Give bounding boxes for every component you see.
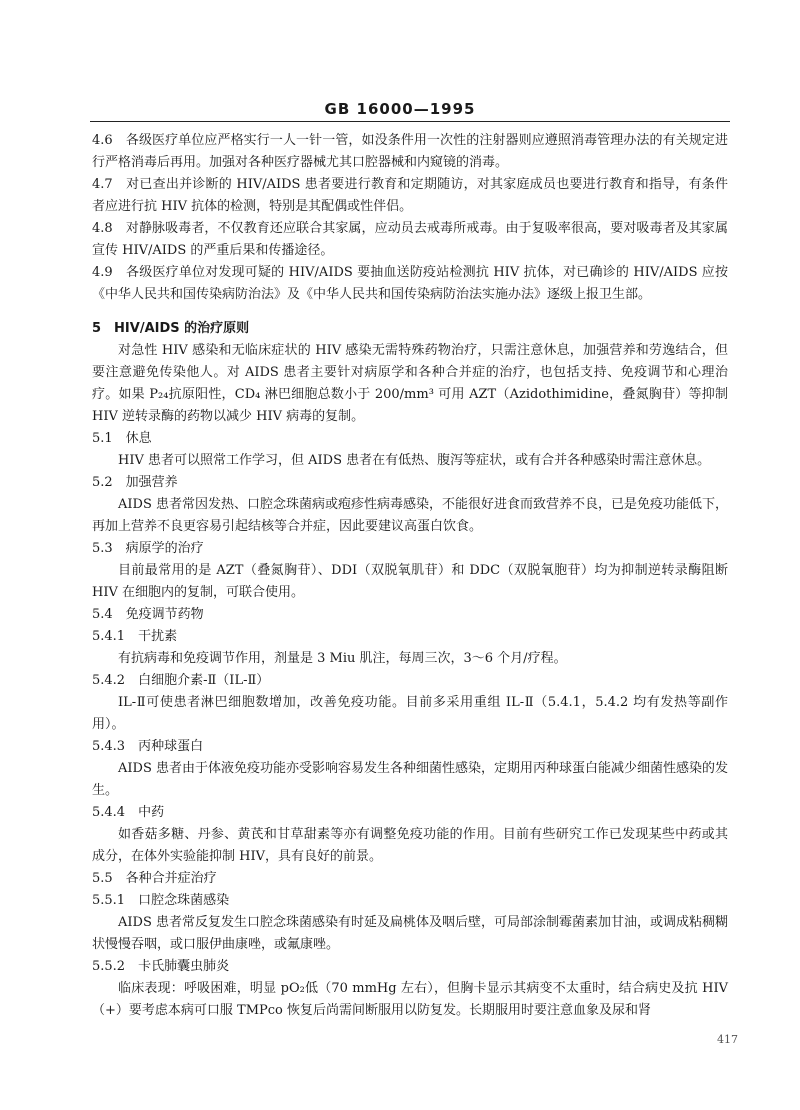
para-5-1: HIV 患者可以照常工作学习，但 AIDS 患者在有低热、腹泻等症状，或有合并各种感染时需注意休息。 bbox=[118, 453, 711, 468]
para-5-5-2: 临床表现：呼吸困难，明显 pO₂低（70 mmHg 左右），但胸卡显示其病变不太重时，结合病史及抗 HIV（+）要考虑本病可口服 TMPco 恢复后尚需间断服用以防复发。长期服用时要注意血象及尿和肾 bbox=[92, 981, 728, 1018]
clause-4-6: 4.6 各级医疗单位应严格实行一人一针一管，如没条件用一次性的注射器则应遵照消毒管理办法的有关规定进行严格消毒后再用。加强对各种医疗器械尤其口腔器械和内窥镜的消毒。 bbox=[92, 133, 728, 170]
heading-5-1: 5.1 休息 bbox=[92, 431, 152, 446]
clause-4-8: 4.8 对静脉吸毒者，不仅教育还应联合其家属，应动员去戒毒所戒毒。由于复吸率很高，要对吸毒者及其家属宣传 HIV/AIDS 的严重后果和传播途径。 bbox=[92, 221, 728, 258]
heading-5-2: 5.2 加强营养 bbox=[92, 475, 178, 490]
heading-5-4-1: 5.4.1 干扰素 bbox=[92, 629, 178, 644]
heading-5-4-2: 5.4.2 白细胞介素-Ⅱ（IL-Ⅱ） bbox=[92, 673, 270, 688]
para-5-4-3: AIDS 患者由于体液免疫功能亦受影响容易发生各种细菌性感染，定期用丙种球蛋白能减少细菌性感染的发生。 bbox=[92, 761, 728, 798]
para-5-4-4: 如香菇多糖、丹参、黄芪和甘草甜素等亦有调整免疫功能的作用。目前有些研究工作已发现某些中药或其成分，在体外实验能抑制 HIV，具有良好的前景。 bbox=[92, 827, 728, 864]
para-5-2: AIDS 患者常因发热、口腔念珠菌病或疱疹性病毒感染，不能很好进食而致营养不良，已是免疫功能低下，再加上营养不良更容易引起结核等合并症，因此要建议高蛋白饮食。 bbox=[92, 497, 728, 534]
heading-5-5: 5.5 各种合并症治疗 bbox=[92, 871, 217, 886]
section-5-intro: 对急性 HIV 感染和无临床症状的 HIV 感染无需特殊药物治疗，只需注意休息，加强营养和劳逸结合，但要注意避免传染他人。对 AIDS 患者主要针对病原学和各种合并症的治疗，也包括支持、免疫调节和心理治疗。如果 P₂₄抗原阳性，CD₄ 淋巴细胞总数小于 200/mm³ 可用 AZT（Azidothimidine，叠氮胸苷）等抑制 HIV 逆转录酶的药物以减少 HIV 病毒的复制。 bbox=[92, 343, 728, 424]
document-body bbox=[92, 130, 728, 1022]
page-number: 417 bbox=[717, 1033, 738, 1046]
heading-5-5-1: 5.5.1 口腔念珠菌感染 bbox=[92, 893, 230, 908]
heading-5-4-3: 5.4.3 丙种球蛋白 bbox=[92, 739, 204, 754]
heading-5-5-2: 5.5.2 卡氏肺囊虫肺炎 bbox=[92, 959, 230, 974]
para-5-3: 目前最常用的是 AZT（叠氮胸苷）、DDI（双脱氧肌苷）和 DDC（双脱氧胞苷）均为抑制逆转录酶阻断 HIV 在细胞内的复制，可联合使用。 bbox=[92, 563, 728, 600]
para-5-4-1: 有抗病毒和免疫调节作用，剂量是 3 Miu 肌注，每周三次，3～6 个月/疗程。 bbox=[118, 651, 567, 666]
para-5-5-1: AIDS 患者常反复发生口腔念珠菌感染有时延及扁桃体及咽后壁，可局部涂制霉菌素加甘油，或调成粘稠糊状慢慢吞咽，或口服伊曲康唑，或氟康唑。 bbox=[92, 915, 728, 952]
heading-5-3: 5.3 病原学的治疗 bbox=[92, 541, 204, 556]
heading-5-4-4: 5.4.4 中药 bbox=[92, 805, 165, 820]
header-rule bbox=[90, 121, 730, 122]
standard-header: GB 16000—1995 bbox=[324, 100, 476, 118]
heading-5-4: 5.4 免疫调节药物 bbox=[92, 607, 204, 622]
clause-4-9: 4.9 各级医疗单位对发现可疑的 HIV/AIDS 要抽血送防疫站检测抗 HIV 抗体，对已确诊的 HIV/AIDS 应按《中华人民共和国传染病防治法》及《中华人民共和国传染病防治法实施办法》逐级上报卫生部。 bbox=[92, 265, 728, 302]
clause-4-7: 4.7 对已查出并诊断的 HIV/AIDS 患者要进行教育和定期随访，对其家庭成员也要进行教育和指导，有条件者应进行抗 HIV 抗体的检测，特别是其配偶或性伴侣。 bbox=[92, 177, 728, 214]
section-5-heading: 5 HIV/AIDS 的治疗原则 bbox=[92, 321, 250, 336]
para-5-4-2: IL-Ⅱ可使患者淋巴细胞数增加，改善免疫功能。目前多采用重组 IL-Ⅱ（5.4.1，5.4.2 均有发热等副作用）。 bbox=[92, 695, 728, 732]
